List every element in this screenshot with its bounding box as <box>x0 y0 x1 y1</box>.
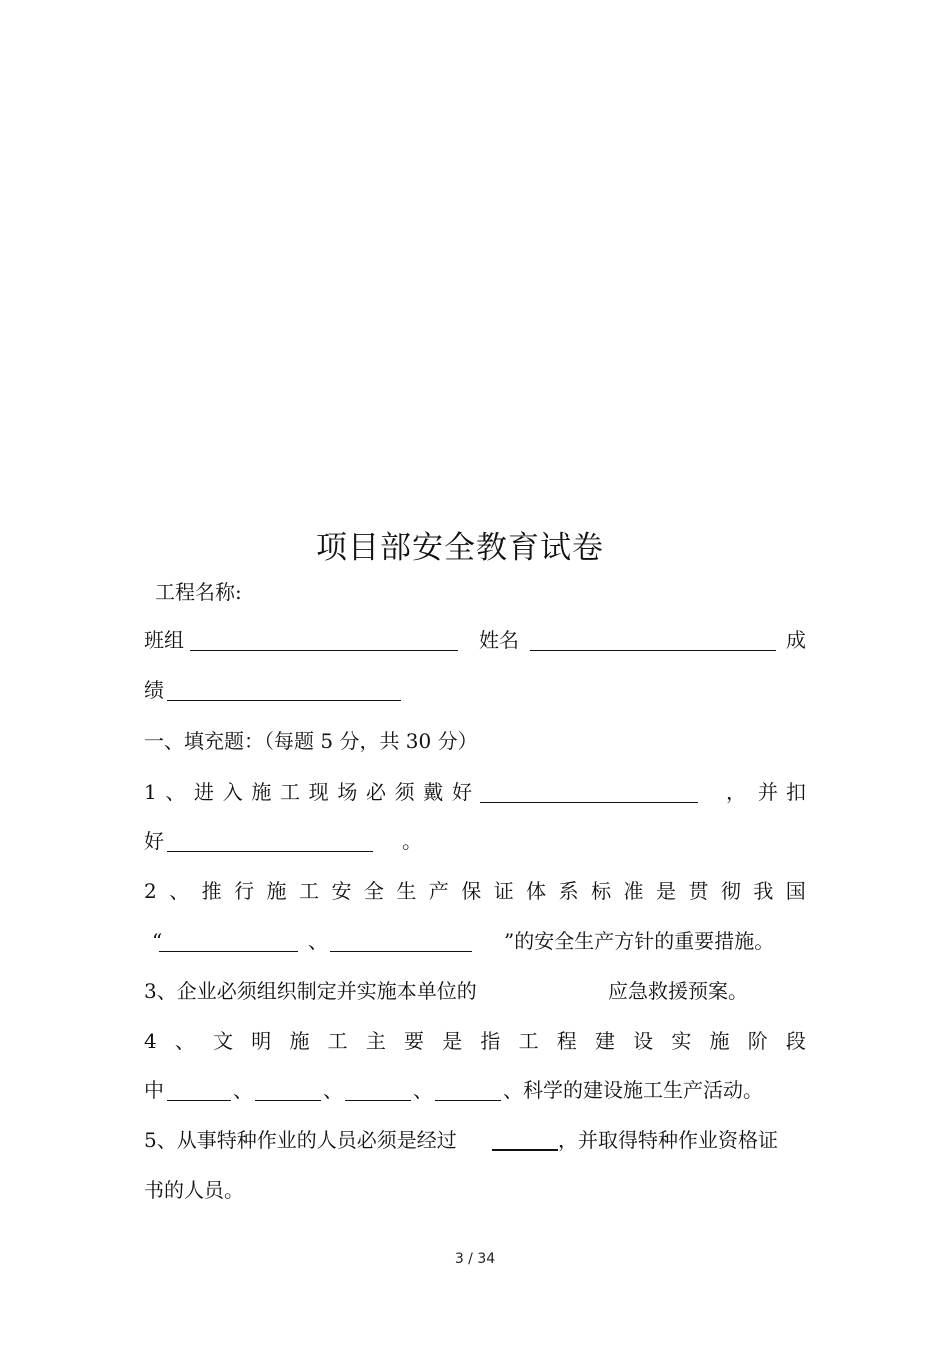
score-row <box>144 675 806 705</box>
section-heading: 一、填充题：（每题 5 分，共 30 分） <box>144 729 478 753</box>
question-4-separator-2: 、 <box>323 1078 343 1102</box>
question-4-line-2 <box>144 1075 806 1105</box>
question-4-tail: 、科学的建设施工生产活动。 <box>503 1078 763 1102</box>
question-1-blank-2[interactable] <box>167 829 373 852</box>
question-1-tail: 并 扣 <box>758 780 806 804</box>
name-blank[interactable] <box>530 628 776 651</box>
question-4-separator-3: 、 <box>413 1078 433 1102</box>
project-name-label: 工程名称: <box>155 580 242 604</box>
question-4-blank-4[interactable] <box>435 1078 501 1101</box>
question-4-blank-1[interactable] <box>167 1078 231 1101</box>
question-4-line-1: 4 、 文 明 施 工 主 要 是 指 工 程 建 设 实 施 阶 段 <box>144 1029 806 1053</box>
question-3-text: 3、企业必须组织制定并实施本单位的 <box>144 979 477 1003</box>
question-5-tail: ，并取得特种作业资格证 <box>558 1128 778 1152</box>
question-2-blank-2[interactable] <box>330 929 472 952</box>
question-2-separator: 、 <box>308 929 328 953</box>
question-5-line-1 <box>144 1125 806 1155</box>
question-4-line2-start: 中 <box>144 1078 164 1102</box>
question-1-line2-start: 好 <box>144 829 164 853</box>
question-2-line-1: 2 、 推 行 施 工 安 全 生 产 保 证 体 系 标 准 是 贯 彻 我 国 <box>144 879 806 903</box>
team-label: 班组 <box>144 628 184 652</box>
score-blank[interactable] <box>167 678 401 701</box>
question-2-open-quote: “ <box>152 929 163 953</box>
question-4-blank-3[interactable] <box>345 1078 411 1101</box>
score-label-part1: 成 <box>786 628 806 652</box>
question-4-separator-1: 、 <box>233 1078 253 1102</box>
info-row <box>144 625 806 655</box>
name-label: 姓名 <box>479 628 519 652</box>
question-1-line-2 <box>144 826 806 856</box>
question-3-tail: 应急救援预案。 <box>608 979 748 1003</box>
question-1-comma: ， <box>726 780 746 804</box>
question-5-text: 5、从事特种作业的人员必须是经过 <box>144 1128 457 1152</box>
question-1-period: 。 <box>402 829 422 853</box>
page-title: 项目部安全教育试卷 <box>316 530 604 566</box>
question-2-blank-1[interactable] <box>159 929 298 952</box>
question-5-blank[interactable] <box>492 1127 558 1151</box>
question-4-blank-2[interactable] <box>255 1078 321 1101</box>
question-2-line-2 <box>144 926 806 956</box>
question-3 <box>144 976 806 1006</box>
page-number: 3 / 34 <box>454 1251 496 1267</box>
question-1-text: 1 、 进 入 施 工 现 场 必 须 戴 好 <box>144 780 472 804</box>
score-label-part2: 绩 <box>144 678 164 702</box>
question-5-line-2: 书的人员。 <box>144 1178 244 1202</box>
question-2-tail: ”的安全生产方针的重要措施。 <box>504 929 775 953</box>
question-1-blank-1[interactable] <box>480 780 698 803</box>
question-1-line-1 <box>144 777 806 807</box>
team-blank[interactable] <box>190 628 458 651</box>
